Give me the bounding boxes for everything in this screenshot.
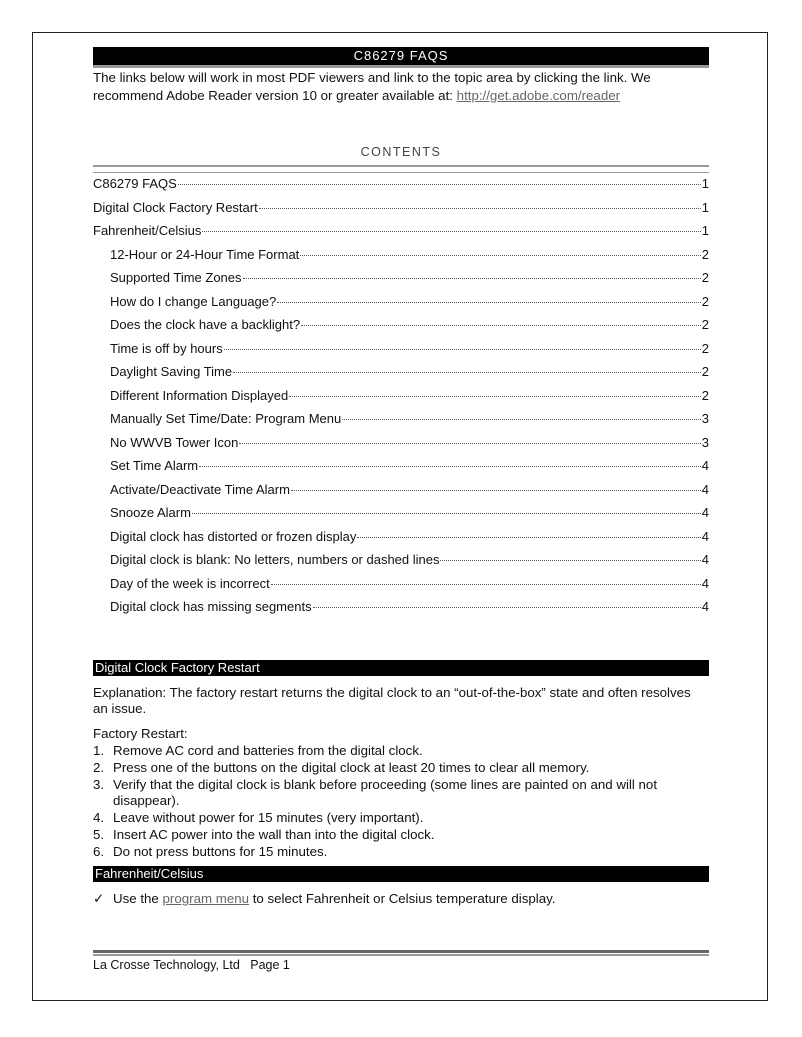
toc-entry-title: Snooze Alarm [110,505,191,520]
dot-leader [239,443,700,444]
toc-entry-title: Activate/Deactivate Time Alarm [110,481,290,497]
explanation: Explanation: The factory restart returns the digital clock to an “out-of-the-box” state and often resolves an issue. [93,685,691,716]
step-item [93,777,709,809]
dot-leader [202,231,700,232]
step-number: 1. [93,743,105,758]
steps-list [93,743,709,860]
toc-entry-page: 4 [701,481,709,497]
toc-entry-page: 3 [701,434,709,450]
section-factory-restart [93,660,709,860]
toc-entry-title: Digital clock has distorted or frozen display [110,528,357,544]
toc-entry-title: Manually Set Time/Date: Program Menu [110,411,342,426]
toc-entry-title: Time is off by hours [110,340,223,356]
step-text: Leave without power for 15 minutes (very important). [113,810,424,825]
toc-entry-page: 1 [701,199,709,215]
toc-entry-title: Set Time Alarm [110,458,199,473]
toc-entry[interactable] [93,200,709,224]
contents-heading [93,145,709,173]
toc-entry[interactable] [93,388,709,412]
step-item [93,760,709,776]
dot-leader [178,184,701,185]
toc-entry-title: No WWVB Tower Icon [110,434,239,450]
toc-entry-title: Day of the week is incorrect [110,575,270,591]
step-item [93,743,709,759]
toc-entry-page: 4 [701,575,709,591]
text: Use the [113,891,163,906]
step-number: 6. [93,844,105,859]
toc-entry-title: C86279 FAQS [93,176,177,191]
dot-leader [301,325,701,326]
toc-entry-title: Supported Time Zones [110,270,242,285]
section-fahrenheit-celsius [93,866,709,907]
toc-entry-title: Fahrenheit/Celsius [93,223,202,238]
toc-entry-page: 1 [701,176,709,191]
toc-entry-page: 4 [701,458,709,473]
program-menu-link[interactable]: program menu [162,891,249,906]
toc-entry-title: Digital clock has missing segments [110,599,312,614]
toc-entry-page: 4 [701,505,709,520]
dot-leader [342,419,701,420]
step-number: 4. [93,810,105,825]
toc-entry-page: 4 [701,552,709,567]
toc-entry-title: 12-Hour or 24-Hour Time Format [110,246,300,262]
dot-leader [271,584,701,585]
text: to select Fahrenheit or Celsius temperature display. [249,891,556,906]
intro-text: The links below will work in most PDF viewers and link to the topic area by clicking the link. We recommend Adobe Reader version 10 or greater available at: [93,70,651,103]
toc-entry[interactable] [93,482,709,506]
checkmark-icon: ✓ [93,891,105,906]
dot-leader [289,396,701,397]
dot-leader [224,349,701,350]
dot-leader [192,513,701,514]
toc-entry[interactable] [93,435,709,459]
dot-leader [300,255,700,256]
toc-entry[interactable] [93,576,709,600]
step-item [93,827,709,843]
toc-entry-title: Digital clock is blank: No letters, numbers or dashed lines [110,552,440,567]
dot-leader [233,372,701,373]
dot-leader [277,302,701,303]
table-of-contents [93,176,709,623]
toc-entry[interactable] [93,411,709,435]
toc-entry[interactable] [93,223,709,247]
step-number: 3. [93,777,105,792]
toc-entry[interactable] [93,294,709,318]
toc-entry[interactable] [93,552,709,576]
step-text: Insert AC power into the wall than into the digital clock. [113,827,435,842]
toc-entry-page: 2 [701,387,709,403]
footer: La Crosse Technology, Ltd Page 1 [93,958,290,972]
dot-leader [259,208,701,209]
dot-leader [199,466,701,467]
steps-label: Factory Restart: [93,726,188,741]
adobe-reader-link[interactable]: http://get.adobe.com/reader [456,88,621,103]
divider [93,165,709,173]
step-number: 2. [93,760,105,775]
contents-heading-text: CONTENTS [360,145,442,159]
toc-entry-title: How do I change Language? [110,293,277,309]
toc-entry-page: 4 [701,528,709,544]
toc-entry[interactable] [93,317,709,341]
toc-entry-page: 2 [701,270,709,285]
step-number: 5. [93,827,105,842]
toc-entry-title: Digital Clock Factory Restart [93,199,258,215]
bullet-item [93,891,709,907]
section-heading: Digital Clock Factory Restart [93,660,709,676]
toc-entry-page: 2 [701,340,709,356]
toc-entry[interactable] [93,364,709,388]
toc-entry[interactable] [93,270,709,294]
toc-entry-title: Daylight Saving Time [110,364,233,379]
toc-entry[interactable] [93,505,709,529]
toc-entry[interactable] [93,176,709,200]
step-text: Do not press buttons for 15 minutes. [113,844,328,859]
step-item [93,844,709,860]
section-heading: Fahrenheit/Celsius [93,866,709,882]
page-title: C86279 FAQS [93,47,709,68]
toc-entry[interactable] [93,529,709,553]
toc-entry-title: Different Information Displayed [110,387,289,403]
step-item [93,810,709,826]
dot-leader [291,490,701,491]
toc-entry-page: 1 [701,223,709,238]
dot-leader [243,278,701,279]
toc-entry-page: 2 [701,364,709,379]
toc-entry-page: 4 [701,599,709,614]
toc-entry-title: Does the clock have a backlight? [110,317,301,332]
toc-entry-page: 2 [701,293,709,309]
toc-entry[interactable] [93,599,709,623]
toc-entry-page: 3 [701,411,709,426]
toc-entry-page: 2 [701,246,709,262]
footer-divider [93,950,709,954]
step-text: Press one of the buttons on the digital clock at least 20 times to clear all memory. [113,760,590,775]
intro-paragraph [93,69,709,105]
toc-entry-page: 2 [701,317,709,332]
dot-leader [313,607,701,608]
toc-entry[interactable] [93,341,709,365]
toc-entry[interactable] [93,247,709,271]
step-text: Remove AC cord and batteries from the digital clock. [113,743,423,758]
toc-entry[interactable] [93,458,709,482]
step-text: Verify that the digital clock is blank before proceeding (some lines are painted on and will not disappear). [113,777,658,808]
dot-leader [357,537,700,538]
dot-leader [440,560,700,561]
